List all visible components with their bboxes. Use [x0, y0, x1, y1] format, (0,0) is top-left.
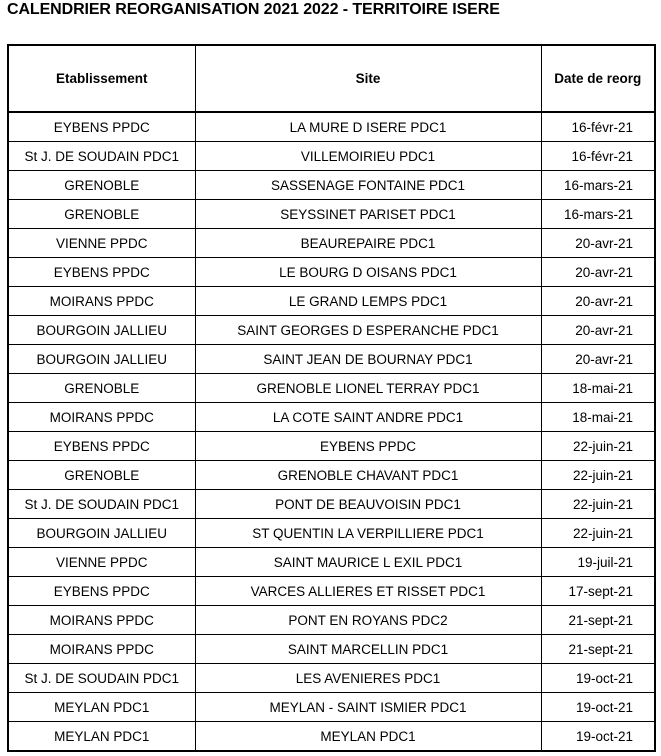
column-header-date: Date de reorg [541, 45, 655, 112]
table-row [8, 693, 655, 722]
cell-etablissement: MEYLAN PDC1 [8, 693, 195, 722]
table-row [8, 548, 655, 577]
table-row [8, 461, 655, 490]
cell-site: VILLEMOIRIEU PDC1 [195, 142, 541, 171]
table-row [8, 432, 655, 461]
cell-date: 19-oct-21 [541, 664, 655, 693]
table-row [8, 374, 655, 403]
table-row [8, 519, 655, 548]
cell-site: SAINT MARCELLIN PDC1 [195, 635, 541, 664]
cell-site: EYBENS PPDC [195, 432, 541, 461]
cell-etablissement: VIENNE PPDC [8, 548, 195, 577]
cell-site: SAINT MAURICE L EXIL PDC1 [195, 548, 541, 577]
cell-site: LA MURE D ISERE PDC1 [195, 112, 541, 142]
cell-etablissement: EYBENS PPDC [8, 577, 195, 606]
table-row [8, 577, 655, 606]
cell-date: 20-avr-21 [541, 229, 655, 258]
cell-site: PONT DE BEAUVOISIN PDC1 [195, 490, 541, 519]
column-header-site: Site [195, 45, 541, 112]
cell-site: MEYLAN PDC1 [195, 722, 541, 752]
cell-site: LE GRAND LEMPS PDC1 [195, 287, 541, 316]
cell-etablissement: EYBENS PPDC [8, 258, 195, 287]
cell-date: 22-juin-21 [541, 519, 655, 548]
cell-date: 17-sept-21 [541, 577, 655, 606]
table-row [8, 345, 655, 374]
cell-etablissement: GRENOBLE [8, 171, 195, 200]
cell-etablissement: St J. DE SOUDAIN PDC1 [8, 664, 195, 693]
table-row [8, 287, 655, 316]
cell-date: 21-sept-21 [541, 635, 655, 664]
cell-etablissement: MEYLAN PDC1 [8, 722, 195, 752]
table-row [8, 200, 655, 229]
cell-etablissement: EYBENS PPDC [8, 112, 195, 142]
cell-site: MEYLAN - SAINT ISMIER PDC1 [195, 693, 541, 722]
table-row [8, 403, 655, 432]
cell-date: 19-juil-21 [541, 548, 655, 577]
cell-date: 16-févr-21 [541, 142, 655, 171]
cell-site: VARCES ALLIERES ET RISSET PDC1 [195, 577, 541, 606]
cell-date: 21-sept-21 [541, 606, 655, 635]
cell-etablissement: MOIRANS PPDC [8, 403, 195, 432]
cell-etablissement: BOURGOIN JALLIEU [8, 345, 195, 374]
table-row [8, 258, 655, 287]
cell-etablissement: St J. DE SOUDAIN PDC1 [8, 490, 195, 519]
cell-date: 22-juin-21 [541, 490, 655, 519]
cell-date: 19-oct-21 [541, 722, 655, 752]
cell-date: 19-oct-21 [541, 693, 655, 722]
cell-etablissement: MOIRANS PPDC [8, 287, 195, 316]
cell-date: 22-juin-21 [541, 432, 655, 461]
column-header-etablissement: Etablissement [8, 45, 195, 112]
reorganisation-table [7, 44, 656, 752]
table-row [8, 606, 655, 635]
cell-date: 18-mai-21 [541, 403, 655, 432]
cell-etablissement: MOIRANS PPDC [8, 635, 195, 664]
page-title: CALENDRIER REORGANISATION 2021 2022 - TERRITOIRE ISERE [7, 1, 500, 18]
cell-date: 20-avr-21 [541, 287, 655, 316]
cell-date: 20-avr-21 [541, 258, 655, 287]
cell-site: ST QUENTIN LA VERPILLIERE PDC1 [195, 519, 541, 548]
cell-site: LA COTE SAINT ANDRE PDC1 [195, 403, 541, 432]
cell-date: 20-avr-21 [541, 345, 655, 374]
cell-etablissement: EYBENS PPDC [8, 432, 195, 461]
cell-etablissement: St J. DE SOUDAIN PDC1 [8, 142, 195, 171]
cell-date: 16-mars-21 [541, 200, 655, 229]
cell-date: 16-mars-21 [541, 171, 655, 200]
table-row [8, 316, 655, 345]
table-row [8, 112, 655, 142]
cell-site: LES AVENIERES PDC1 [195, 664, 541, 693]
cell-site: GRENOBLE CHAVANT PDC1 [195, 461, 541, 490]
table-row [8, 490, 655, 519]
cell-date: 16-févr-21 [541, 112, 655, 142]
cell-site: SEYSSINET PARISET PDC1 [195, 200, 541, 229]
cell-site: LE BOURG D OISANS PDC1 [195, 258, 541, 287]
table-row [8, 635, 655, 664]
cell-etablissement: VIENNE PPDC [8, 229, 195, 258]
cell-site: SAINT JEAN DE BOURNAY PDC1 [195, 345, 541, 374]
cell-date: 20-avr-21 [541, 316, 655, 345]
cell-site: SAINT GEORGES D ESPERANCHE PDC1 [195, 316, 541, 345]
cell-date: 18-mai-21 [541, 374, 655, 403]
cell-etablissement: GRENOBLE [8, 374, 195, 403]
cell-site: PONT EN ROYANS PDC2 [195, 606, 541, 635]
table-header-row [8, 45, 655, 112]
cell-etablissement: GRENOBLE [8, 200, 195, 229]
table-row [8, 142, 655, 171]
cell-site: BEAUREPAIRE PDC1 [195, 229, 541, 258]
cell-etablissement: BOURGOIN JALLIEU [8, 316, 195, 345]
cell-etablissement: MOIRANS PPDC [8, 606, 195, 635]
table-row [8, 171, 655, 200]
table-row [8, 664, 655, 693]
cell-site: SASSENAGE FONTAINE PDC1 [195, 171, 541, 200]
cell-site: GRENOBLE LIONEL TERRAY PDC1 [195, 374, 541, 403]
table-row [8, 722, 655, 752]
cell-etablissement: BOURGOIN JALLIEU [8, 519, 195, 548]
cell-date: 22-juin-21 [541, 461, 655, 490]
cell-etablissement: GRENOBLE [8, 461, 195, 490]
table-body [8, 112, 655, 751]
table-row [8, 229, 655, 258]
